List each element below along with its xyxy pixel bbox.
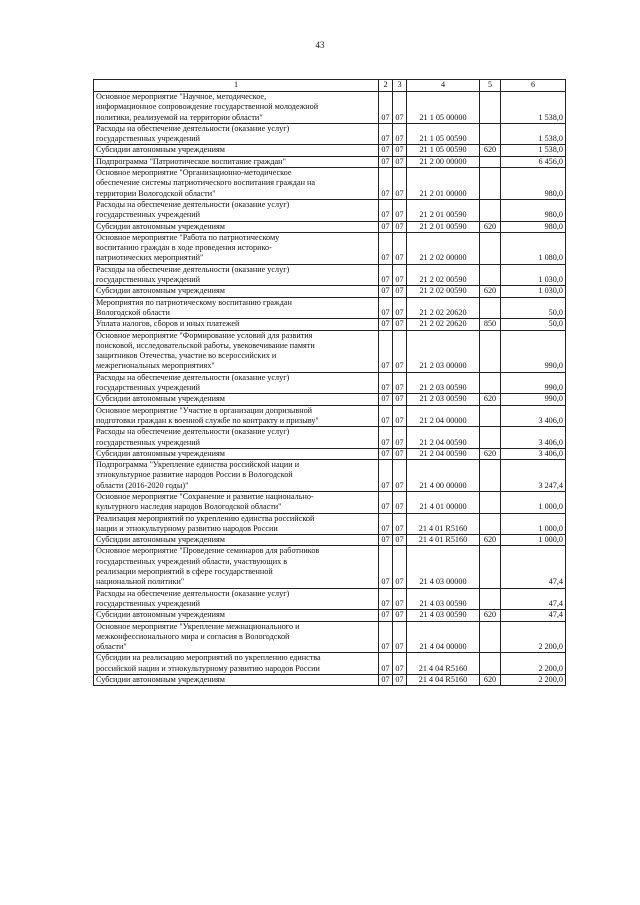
- table-body: [94, 92, 566, 686]
- expense-type-cell: [480, 297, 501, 319]
- section-code-cell: 07: [379, 675, 393, 686]
- row-name-cell: [94, 621, 379, 653]
- row-name-line: Подпрограмма "Патриотическое воспитание граждан": [96, 156, 286, 166]
- expense-type-cell: [480, 372, 501, 394]
- table-row: [94, 448, 566, 459]
- row-name-line: Расходы на обеспечение деятельности (оказание услуг): [96, 372, 290, 382]
- row-name-cell: [94, 653, 379, 675]
- section-code-cell: 07: [379, 319, 393, 330]
- target-article-cell: 21 1 05 00590: [407, 123, 480, 145]
- row-name-line: Расходы на обеспечение деятельности (оказание услуг): [96, 588, 290, 598]
- target-article-cell: 21 2 00 00000: [407, 156, 480, 167]
- expense-type-cell: 620: [480, 286, 501, 297]
- section-code-cell: 07: [379, 405, 393, 427]
- table-row: [94, 319, 566, 330]
- subsection-code-cell: 07: [393, 460, 407, 492]
- table-row: [94, 675, 566, 686]
- expense-type-cell: [480, 513, 501, 535]
- subsection-code-cell: 07: [393, 319, 407, 330]
- row-name-cell: [94, 491, 379, 513]
- row-name-line: государственных учреждений области, участвующих в: [96, 556, 288, 566]
- row-name-line: области": [96, 642, 127, 652]
- subsection-code-cell: 07: [393, 491, 407, 513]
- subsection-code-cell: 07: [393, 405, 407, 427]
- subsection-code-cell: 07: [393, 427, 407, 449]
- table-row: [94, 405, 566, 427]
- expense-type-cell: [480, 460, 501, 492]
- header-cell: 2: [379, 80, 393, 92]
- expense-type-cell: 620: [480, 221, 501, 232]
- expense-type-cell: [480, 156, 501, 167]
- row-name-line: нации и этнокультурному развитию народов России: [96, 523, 278, 533]
- table-row: [94, 460, 566, 492]
- row-name-cell: [94, 232, 379, 264]
- section-code-cell: 07: [379, 610, 393, 621]
- table-row: [94, 653, 566, 675]
- row-name-line: государственных учреждений: [96, 134, 201, 144]
- row-name-cell: [94, 588, 379, 610]
- row-name-line: Субсидии автономным учреждениям: [96, 675, 225, 685]
- row-name-line: Субсидии автономным учреждениям: [96, 221, 225, 231]
- row-name-line: Основное мероприятие "Укрепление межнационального и: [96, 621, 300, 631]
- subsection-code-cell: 07: [393, 297, 407, 319]
- target-article-cell: 21 2 02 20620: [407, 319, 480, 330]
- expense-type-cell: [480, 92, 501, 124]
- table-row: [94, 286, 566, 297]
- table-row: [94, 145, 566, 156]
- subsection-code-cell: 07: [393, 588, 407, 610]
- row-name-line: Основное мероприятие "Формирование условий для развития: [96, 330, 313, 340]
- section-code-cell: 07: [379, 297, 393, 319]
- row-name-line: воспитанию граждан в ходе проведения историко-: [96, 243, 272, 253]
- header-cell: 5: [480, 80, 501, 92]
- expense-type-cell: 620: [480, 394, 501, 405]
- row-name-line: национальной политики": [96, 577, 185, 587]
- section-code-cell: 07: [379, 92, 393, 124]
- row-name-line: Основное мероприятие "Организационно-методическое: [96, 168, 292, 178]
- target-article-cell: 21 4 04 R5160: [407, 675, 480, 686]
- subsection-code-cell: 07: [393, 535, 407, 546]
- row-name-line: поисковой, исследовательской работы, увековечивание памяти: [96, 340, 315, 350]
- row-name-cell: [94, 513, 379, 535]
- target-article-cell: 21 2 02 00000: [407, 232, 480, 264]
- amount-cell: 1 030,0: [501, 286, 566, 297]
- target-article-cell: 21 2 04 00590: [407, 427, 480, 449]
- row-name-line: патриотических мероприятий": [96, 253, 204, 263]
- expense-type-cell: [480, 264, 501, 286]
- target-article-cell: 21 4 04 R5160: [407, 653, 480, 675]
- expense-type-cell: [480, 546, 501, 588]
- amount-cell: 50,0: [501, 297, 566, 319]
- row-name-cell: [94, 297, 379, 319]
- row-name-line: межрегиональных мероприятиях": [96, 361, 215, 371]
- amount-cell: 2 200,0: [501, 621, 566, 653]
- section-code-cell: 07: [379, 535, 393, 546]
- header-cell: 3: [393, 80, 407, 92]
- section-code-cell: 07: [379, 221, 393, 232]
- amount-cell: 980,0: [501, 168, 566, 200]
- amount-cell: 980,0: [501, 199, 566, 221]
- target-article-cell: 21 2 03 00590: [407, 394, 480, 405]
- section-code-cell: 07: [379, 199, 393, 221]
- target-article-cell: 21 2 04 00000: [407, 405, 480, 427]
- table-row: [94, 168, 566, 200]
- expense-type-cell: [480, 653, 501, 675]
- row-name-cell: [94, 405, 379, 427]
- target-article-cell: 21 4 01 R5160: [407, 535, 480, 546]
- subsection-code-cell: 07: [393, 621, 407, 653]
- row-name-line: Субсидии автономным учреждениям: [96, 448, 225, 458]
- row-name-line: Субсидии автономным учреждениям: [96, 610, 225, 620]
- section-code-cell: 07: [379, 491, 393, 513]
- amount-cell: 1 000,0: [501, 535, 566, 546]
- page-number: 43: [315, 40, 325, 50]
- table-row: [94, 232, 566, 264]
- row-name-line: Основное мероприятие "Проведение семинаров для работников: [96, 546, 320, 556]
- section-code-cell: 07: [379, 621, 393, 653]
- amount-cell: 980,0: [501, 221, 566, 232]
- amount-cell: 3 406,0: [501, 405, 566, 427]
- target-article-cell: 21 4 03 00000: [407, 546, 480, 588]
- header-cell: 6: [501, 80, 566, 92]
- amount-cell: 2 200,0: [501, 653, 566, 675]
- subsection-code-cell: 07: [393, 653, 407, 675]
- row-name-cell: [94, 168, 379, 200]
- expense-type-cell: [480, 427, 501, 449]
- target-article-cell: 21 2 02 00590: [407, 286, 480, 297]
- amount-cell: 50,0: [501, 319, 566, 330]
- section-code-cell: 07: [379, 330, 393, 372]
- row-name-line: этнокультурное развитие народов России в Вологодской: [96, 470, 293, 480]
- table-header-row: [94, 80, 566, 92]
- amount-cell: 3 406,0: [501, 427, 566, 449]
- row-name-line: реализации мероприятий в сфере государственной: [96, 567, 273, 577]
- table-row: [94, 330, 566, 372]
- row-name-line: политики, реализуемой на территории области": [96, 112, 263, 122]
- subsection-code-cell: 07: [393, 264, 407, 286]
- section-code-cell: 07: [379, 588, 393, 610]
- target-article-cell: 21 2 01 00590: [407, 221, 480, 232]
- row-name-line: Субсидии автономным учреждениям: [96, 535, 225, 545]
- row-name-line: Основное мероприятие "Участие в организации допризывной: [96, 405, 313, 415]
- section-code-cell: 07: [379, 123, 393, 145]
- table-row: [94, 535, 566, 546]
- section-code-cell: 07: [379, 394, 393, 405]
- table-row: [94, 199, 566, 221]
- expense-type-cell: 850: [480, 319, 501, 330]
- row-name-cell: [94, 610, 379, 621]
- table-row: [94, 588, 566, 610]
- subsection-code-cell: 07: [393, 394, 407, 405]
- row-name-line: государственных учреждений: [96, 383, 201, 393]
- target-article-cell: 21 2 04 00590: [407, 448, 480, 459]
- expense-type-cell: [480, 168, 501, 200]
- table-row: [94, 394, 566, 405]
- row-name-line: Субсидии автономным учреждениям: [96, 394, 225, 404]
- subsection-code-cell: 07: [393, 145, 407, 156]
- table-row: [94, 123, 566, 145]
- target-article-cell: 21 4 04 00000: [407, 621, 480, 653]
- section-code-cell: 07: [379, 546, 393, 588]
- subsection-code-cell: 07: [393, 123, 407, 145]
- row-name-line: Основное мероприятие "Работа по патриотическому: [96, 232, 280, 242]
- amount-cell: 6 456,0: [501, 156, 566, 167]
- row-name-cell: [94, 286, 379, 297]
- row-name-cell: [94, 92, 379, 124]
- subsection-code-cell: 07: [393, 610, 407, 621]
- section-code-cell: 07: [379, 168, 393, 200]
- row-name-line: защитников Отечества, участие во всероссийских и: [96, 351, 277, 361]
- table-row: [94, 372, 566, 394]
- target-article-cell: 21 2 02 20620: [407, 297, 480, 319]
- section-code-cell: 07: [379, 513, 393, 535]
- expense-type-cell: [480, 123, 501, 145]
- section-code-cell: 07: [379, 460, 393, 492]
- amount-cell: 1 538,0: [501, 92, 566, 124]
- section-code-cell: 07: [379, 448, 393, 459]
- row-name-cell: [94, 156, 379, 167]
- section-code-cell: 07: [379, 232, 393, 264]
- row-name-line: Расходы на обеспечение деятельности (оказание услуг): [96, 264, 290, 274]
- row-name-line: области (2016-2020 годы)": [96, 480, 189, 490]
- amount-cell: 1 000,0: [501, 513, 566, 535]
- row-name-cell: [94, 427, 379, 449]
- row-name-cell: [94, 145, 379, 156]
- row-name-cell: [94, 546, 379, 588]
- row-name-cell: [94, 330, 379, 372]
- row-name-line: Субсидии автономным учреждениям: [96, 286, 225, 296]
- target-article-cell: 21 4 00 00000: [407, 460, 480, 492]
- expense-type-cell: [480, 491, 501, 513]
- row-name-cell: [94, 460, 379, 492]
- row-name-line: Уплата налогов, сборов и иных платежей: [96, 319, 240, 329]
- row-name-line: Подпрограмма "Укрепление единства российской нации и: [96, 460, 300, 470]
- subsection-code-cell: 07: [393, 513, 407, 535]
- row-name-line: подготовки граждан к военной службе по контракту и призыву": [96, 415, 319, 425]
- subsection-code-cell: 07: [393, 448, 407, 459]
- row-name-line: государственных учреждений: [96, 210, 201, 220]
- table-row: [94, 297, 566, 319]
- row-name-cell: [94, 199, 379, 221]
- target-article-cell: 21 2 03 00000: [407, 330, 480, 372]
- amount-cell: 2 200,0: [501, 675, 566, 686]
- expense-type-cell: 620: [480, 145, 501, 156]
- target-article-cell: 21 2 02 00590: [407, 264, 480, 286]
- amount-cell: 47,4: [501, 610, 566, 621]
- row-name-line: Расходы на обеспечение деятельности (оказание услуг): [96, 427, 290, 437]
- target-article-cell: 21 1 05 00000: [407, 92, 480, 124]
- subsection-code-cell: 07: [393, 286, 407, 297]
- subsection-code-cell: 07: [393, 199, 407, 221]
- subsection-code-cell: 07: [393, 330, 407, 372]
- section-code-cell: 07: [379, 286, 393, 297]
- amount-cell: 990,0: [501, 394, 566, 405]
- header-cell: 4: [407, 80, 480, 92]
- row-name-line: Основное мероприятие "Сохранение и развитие национально-: [96, 491, 314, 501]
- table-row: [94, 621, 566, 653]
- row-name-cell: [94, 264, 379, 286]
- row-name-line: Реализация мероприятий по укреплению единства российской: [96, 513, 315, 523]
- expense-type-cell: [480, 232, 501, 264]
- expense-type-cell: [480, 199, 501, 221]
- expense-type-cell: 620: [480, 448, 501, 459]
- row-name-line: Субсидии автономным учреждениям: [96, 145, 225, 155]
- amount-cell: 47,4: [501, 588, 566, 610]
- row-name-line: культурного наследия народов Вологодской области": [96, 502, 282, 512]
- row-name-line: Расходы на обеспечение деятельности (оказание услуг): [96, 123, 290, 133]
- table-row: [94, 156, 566, 167]
- table-row: [94, 92, 566, 124]
- subsection-code-cell: 07: [393, 232, 407, 264]
- subsection-code-cell: 07: [393, 546, 407, 588]
- target-article-cell: 21 2 01 00000: [407, 168, 480, 200]
- row-name-line: территории Вологодской области": [96, 188, 216, 198]
- section-code-cell: 07: [379, 145, 393, 156]
- amount-cell: 1 538,0: [501, 145, 566, 156]
- amount-cell: 3 406,0: [501, 448, 566, 459]
- row-name-line: государственных учреждений: [96, 598, 201, 608]
- amount-cell: 990,0: [501, 372, 566, 394]
- amount-cell: 1 000,0: [501, 491, 566, 513]
- table-row: [94, 610, 566, 621]
- section-code-cell: 07: [379, 264, 393, 286]
- target-article-cell: 21 4 01 R5160: [407, 513, 480, 535]
- row-name-line: российской нации и этнокультурному развитию народов России: [96, 663, 320, 673]
- row-name-line: государственных учреждений: [96, 275, 201, 285]
- amount-cell: 47,4: [501, 546, 566, 588]
- row-name-line: Мероприятия по патриотическому воспитанию граждан: [96, 297, 292, 307]
- table-row: [94, 491, 566, 513]
- row-name-cell: [94, 319, 379, 330]
- row-name-line: государственных учреждений: [96, 437, 201, 447]
- target-article-cell: 21 4 01 00000: [407, 491, 480, 513]
- row-name-line: Вологодской области: [96, 307, 170, 317]
- subsection-code-cell: 07: [393, 168, 407, 200]
- amount-cell: 1 030,0: [501, 264, 566, 286]
- target-article-cell: 21 2 01 00590: [407, 199, 480, 221]
- expense-type-cell: 620: [480, 675, 501, 686]
- row-name-cell: [94, 221, 379, 232]
- amount-cell: 1 538,0: [501, 123, 566, 145]
- amount-cell: 990,0: [501, 330, 566, 372]
- section-code-cell: 07: [379, 372, 393, 394]
- target-article-cell: 21 1 05 00590: [407, 145, 480, 156]
- table-row: [94, 264, 566, 286]
- row-name-line: межконфессионального мира и согласия в Вологодской: [96, 631, 290, 641]
- expense-type-cell: 620: [480, 535, 501, 546]
- section-code-cell: 07: [379, 156, 393, 167]
- table-row: [94, 221, 566, 232]
- target-article-cell: 21 4 03 00590: [407, 588, 480, 610]
- expense-type-cell: [480, 330, 501, 372]
- expense-type-cell: [480, 405, 501, 427]
- expense-type-cell: [480, 588, 501, 610]
- section-code-cell: 07: [379, 427, 393, 449]
- expense-type-cell: 620: [480, 610, 501, 621]
- table-row: [94, 546, 566, 588]
- header-cell: 1: [94, 80, 379, 92]
- table-row: [94, 427, 566, 449]
- subsection-code-cell: 07: [393, 156, 407, 167]
- amount-cell: 3 247,4: [501, 460, 566, 492]
- subsection-code-cell: 07: [393, 372, 407, 394]
- budget-table: [93, 79, 566, 686]
- row-name-line: Субсидии на реализацию мероприятий по укреплению единства: [96, 653, 321, 663]
- target-article-cell: 21 4 03 00590: [407, 610, 480, 621]
- subsection-code-cell: 07: [393, 221, 407, 232]
- row-name-cell: [94, 123, 379, 145]
- row-name-cell: [94, 372, 379, 394]
- row-name-cell: [94, 448, 379, 459]
- row-name-cell: [94, 675, 379, 686]
- row-name-line: Расходы на обеспечение деятельности (оказание услуг): [96, 199, 290, 209]
- row-name-line: информационное сопровождение государственной молодежной: [96, 102, 319, 112]
- section-code-cell: 07: [379, 653, 393, 675]
- subsection-code-cell: 07: [393, 92, 407, 124]
- expense-type-cell: [480, 621, 501, 653]
- row-name-line: обеспечение системы патриотического воспитания граждан на: [96, 178, 316, 188]
- amount-cell: 1 080,0: [501, 232, 566, 264]
- row-name-line: Основное мероприятие "Научное, методическое,: [96, 92, 267, 101]
- target-article-cell: 21 2 03 00590: [407, 372, 480, 394]
- table-row: [94, 513, 566, 535]
- row-name-cell: [94, 535, 379, 546]
- subsection-code-cell: 07: [393, 675, 407, 686]
- row-name-cell: [94, 394, 379, 405]
